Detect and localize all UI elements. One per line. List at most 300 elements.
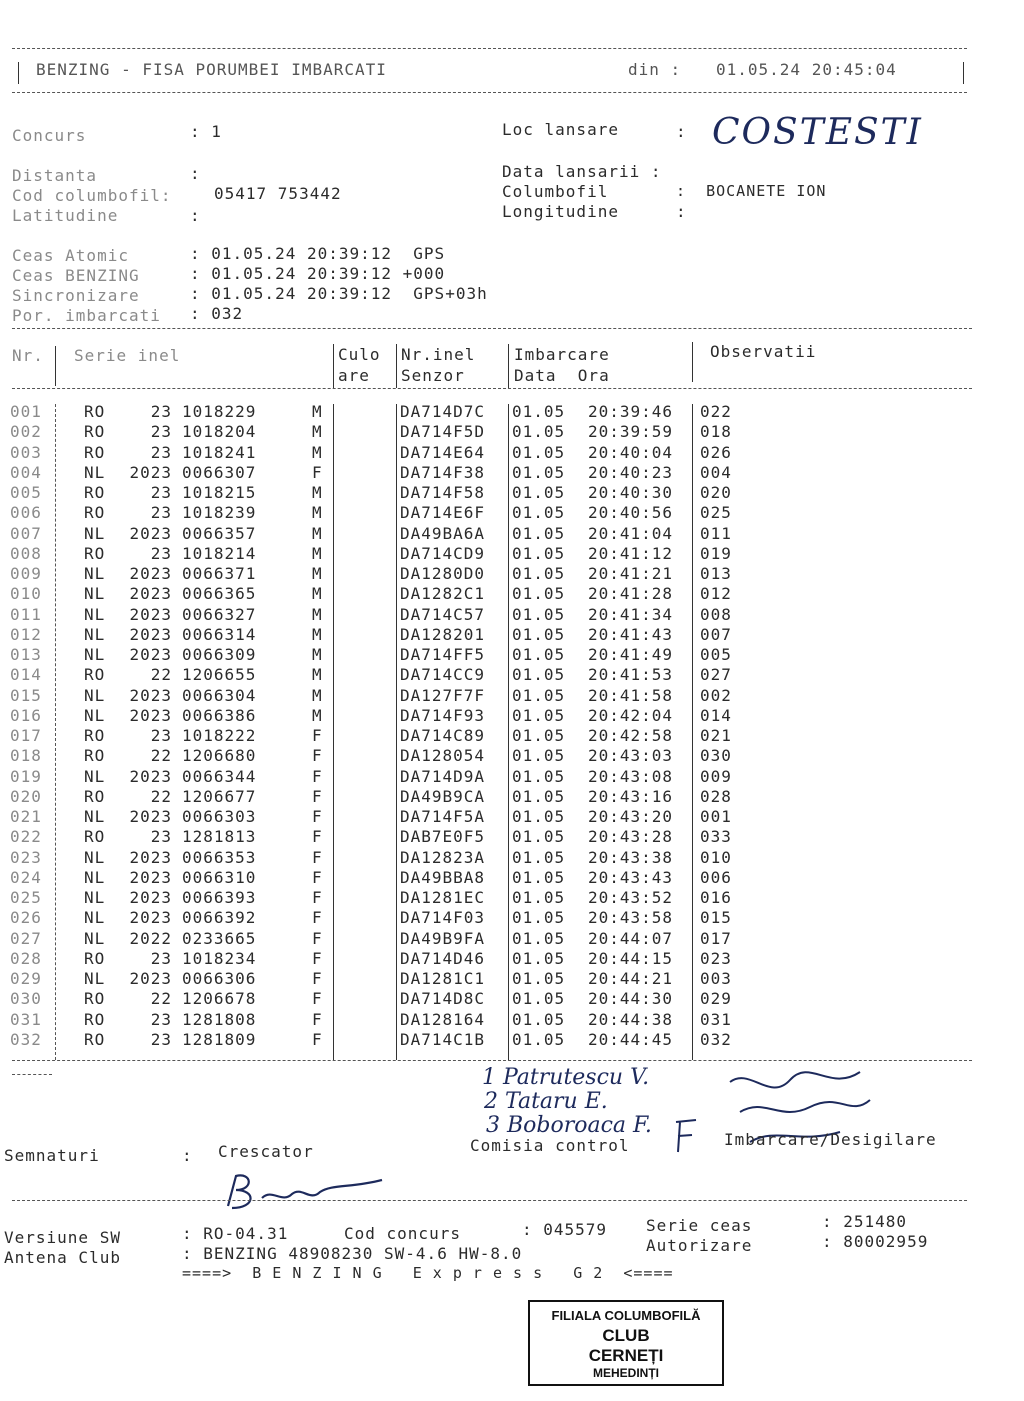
cell-obs: 019 [700,543,732,563]
cell-date: 01.05 [512,645,566,664]
cell-sex: F [312,928,323,948]
columbofil-label: Columbofil [502,182,609,201]
cell-ring: 1281809 [182,1029,257,1049]
header-top-rule [12,48,967,49]
cell-sex: F [312,969,323,988]
cell-year: 23 [150,503,172,523]
ceas-atomic-value: : 01.05.24 20:39:12 GPS [190,244,446,263]
cell-date: 01.05 [512,705,566,725]
cell-nr: 026 [10,908,42,928]
cell-date: 01.05 [512,402,566,421]
cell-time: 20:43:03 [588,746,674,766]
cell-nr: 005 [10,483,42,502]
cell-nr: 002 [10,422,42,442]
cell-country: NL [84,766,106,786]
cell-time: 20:40:30 [588,483,674,502]
cell-time: 20:41:21 [588,564,674,583]
serie-ceas-label: Serie ceas [646,1216,753,1235]
sincronizare-value: : 01.05.24 20:39:12 GPS+03h [190,284,488,303]
table-row [0,686,1024,706]
date-label: din : [628,60,682,79]
document-title: BENZING - FISA PORUMBEI IMBARCATI [36,60,387,79]
latitudine-value: : [190,206,201,225]
cell-date: 01.05 [512,665,566,685]
cell-obs: 011 [700,523,732,543]
cell-sex: M [312,402,323,421]
cell-ring: 1281813 [182,827,257,847]
col-divider-nrinel [396,344,397,388]
stamp-line-1: FILIALA COLUMBOFILĂ [551,1308,701,1323]
ceas-atomic-label: Ceas Atomic [12,246,129,265]
distanta-label: Distanta [12,166,98,185]
cell-date: 01.05 [512,928,566,948]
table-row [0,1010,1024,1030]
cell-country: RO [84,543,106,563]
longitudine-label: Longitudine [502,202,619,221]
cell-time: 20:43:43 [588,867,674,887]
cell-year: 2023 [129,604,172,624]
cell-time: 20:39:59 [588,422,674,442]
cell-ring: 0066309 [182,645,257,664]
cell-time: 20:41:49 [588,645,674,664]
cell-obs: 015 [700,908,732,928]
table-row [0,645,1024,665]
cell-sex: F [312,726,323,745]
cell-ring: 1018239 [182,503,257,523]
cell-nr: 001 [10,402,42,421]
cell-obs: 010 [700,847,732,867]
cell-country: RO [84,422,106,442]
cell-sensor: DA714D9A [400,766,486,786]
cell-year: 23 [150,422,172,442]
col-divider-nr [55,346,56,386]
cell-nr: 032 [10,1029,42,1049]
cell-sensor: DA714F93 [400,705,486,725]
cell-sex: M [312,604,323,624]
cell-country: NL [84,928,106,948]
header-right-bar [963,62,964,84]
cell-obs: 023 [700,948,732,968]
cell-time: 20:40:04 [588,442,674,462]
cell-time: 20:43:16 [588,786,674,806]
cell-ring: 0066304 [182,685,257,705]
cell-year: 2022 [129,928,172,948]
col-header-nrinel-1: Nr.inel [401,345,476,364]
cell-date: 01.05 [512,908,566,928]
table-top-rule [12,328,972,329]
cell-country: RO [84,726,106,745]
cell-obs: 031 [700,1009,732,1029]
committee-signatures [482,1066,652,1138]
semnaturi-label: Semnaturi [4,1146,100,1165]
cell-ring: 0066357 [182,523,257,543]
cell-time: 20:40:23 [588,462,674,482]
antena-club-value: : BENZING 48908230 SW-4.6 HW-8.0 [182,1244,523,1263]
table-row [0,605,1024,625]
cell-country: RO [84,442,106,462]
cell-sensor: DA714F03 [400,908,486,928]
cell-sex: M [312,564,323,583]
cell-year: 2023 [129,705,172,725]
cell-year: 2023 [129,847,172,867]
committee-member-1: 1 Patrutescu V. [482,1065,650,1090]
cell-ring: 0066393 [182,888,257,907]
cell-sensor: DA49BA6A [400,523,486,543]
cell-country: NL [84,705,106,725]
cell-obs: 013 [700,564,732,583]
antena-club-label: Antena Club [4,1248,121,1267]
cell-obs: 025 [700,503,732,523]
concurs-value: : 1 [190,122,222,141]
cell-obs: 027 [700,665,732,685]
cell-sensor: DA1282C1 [400,584,486,604]
cell-time: 20:42:58 [588,726,674,745]
cell-ring: 1206680 [182,746,257,766]
cell-sensor: DA714D8C [400,989,486,1009]
header-bottom-rule [12,92,967,93]
cell-sensor: DA128201 [400,624,486,644]
cell-sensor: DA128164 [400,1009,486,1029]
cell-nr: 006 [10,503,42,523]
cell-obs: 030 [700,746,732,766]
table-row [0,503,1024,523]
cell-year: 2023 [129,564,172,583]
cell-time: 20:41:34 [588,604,674,624]
cell-year: 22 [150,746,172,766]
cell-nr: 014 [10,665,42,685]
cell-nr: 022 [10,827,42,847]
col-header-imbarcare-2: Data Ora [514,366,610,385]
cell-time: 20:43:08 [588,766,674,786]
table-bottom-rule [12,1060,972,1061]
cell-sensor: DA1281EC [400,888,486,907]
cell-time: 20:44:30 [588,989,674,1009]
cell-country: NL [84,867,106,887]
table-row [0,827,1024,847]
cell-year: 22 [150,989,172,1009]
ceas-benzing-value: : 01.05.24 20:39:12 +000 [190,264,446,283]
cell-sensor: DA714C57 [400,604,486,624]
cell-sex: F [312,867,323,887]
cell-ring: 1018215 [182,483,257,502]
cell-year: 22 [150,665,172,685]
cell-date: 01.05 [512,462,566,482]
cell-time: 20:44:21 [588,969,674,988]
cell-sensor: DA714CD9 [400,543,486,563]
stamp-line-4: MEHEDINȚI [593,1366,659,1380]
porumbei-imbarcati-value: : 032 [190,304,244,323]
porumbei-imbarcati-label: Por. imbarcati [12,306,161,325]
cell-time: 20:41:58 [588,685,674,705]
cell-date: 01.05 [512,948,566,968]
table-row [0,524,1024,544]
cell-obs: 028 [700,786,732,806]
cell-ring: 0066307 [182,462,257,482]
ceas-benzing-label: Ceas BENZING [12,266,140,285]
cell-date: 01.05 [512,847,566,867]
cell-ring: 0066327 [182,604,257,624]
cell-year: 23 [150,543,172,563]
cell-sex: F [312,888,323,907]
cell-nr: 023 [10,847,42,867]
cell-country: RO [84,786,106,806]
table-row [0,807,1024,827]
cell-sex: M [312,665,323,685]
cell-year: 23 [150,827,172,847]
cell-obs: 003 [700,969,732,988]
cell-year: 23 [150,1029,172,1049]
cell-date: 01.05 [512,807,566,826]
cell-date: 01.05 [512,503,566,523]
table-row [0,564,1024,584]
cell-nr: 031 [10,1009,42,1029]
cell-date: 01.05 [512,746,566,766]
cell-sex: F [312,746,323,766]
table-row [0,848,1024,868]
cell-nr: 013 [10,645,42,664]
cell-nr: 024 [10,867,42,887]
col-header-serie: Serie inel [74,346,181,365]
cell-obs: 029 [700,989,732,1009]
cell-year: 2023 [129,908,172,928]
cell-sensor: DA714CC9 [400,665,486,685]
cod-columbofil-value: 05417 753442 [214,184,342,203]
loc-lansare-label: Loc lansare [502,120,619,139]
cell-sex: F [312,989,323,1009]
cell-obs: 021 [700,726,732,745]
cell-ring: 1206655 [182,665,257,685]
col-header-culoare-2: are [338,366,370,385]
cell-nr: 012 [10,624,42,644]
cell-date: 01.05 [512,867,566,887]
cell-nr: 027 [10,928,42,948]
autorizare-label: Autorizare [646,1236,753,1255]
latitudine-label: Latitudine [12,206,119,225]
distanta-value: : [190,164,201,183]
club-stamp [528,1300,724,1386]
cell-obs: 020 [700,483,732,502]
cell-country: RO [84,989,106,1009]
cell-sex: M [312,442,323,462]
table-row [0,787,1024,807]
cell-year: 2023 [129,867,172,887]
sincronizare-label: Sincronizare [12,286,140,305]
cell-time: 20:41:43 [588,624,674,644]
cell-nr: 015 [10,685,42,705]
cell-sex: M [312,645,323,664]
cell-sex: M [312,705,323,725]
loc-lansare-colon: : [676,122,687,141]
table-row [0,746,1024,766]
cell-country: RO [84,483,106,502]
cell-ring: 0066306 [182,969,257,988]
table-row [0,868,1024,888]
table-row [0,908,1024,928]
data-lansarii-label: Data lansarii : [502,162,662,181]
cell-sex: F [312,948,323,968]
cell-year: 2023 [129,462,172,482]
cod-concurs-value: : 045579 [522,1220,608,1239]
cell-sensor: DA127F7F [400,685,486,705]
cell-sex: F [312,807,323,826]
cell-nr: 007 [10,523,42,543]
cell-nr: 020 [10,786,42,806]
cell-year: 23 [150,442,172,462]
cell-ring: 1018234 [182,948,257,968]
cell-sensor: DA714E6F [400,503,486,523]
cell-date: 01.05 [512,523,566,543]
cell-time: 20:43:28 [588,827,674,847]
table-bottom-tick [12,1074,52,1075]
crescator-label: Crescator [218,1142,314,1161]
cell-year: 2023 [129,888,172,907]
columbofil-value: : BOCANETE ION [676,182,827,200]
cell-year: 2023 [129,766,172,786]
cell-ring: 0066310 [182,867,257,887]
cell-time: 20:44:15 [588,948,674,968]
cell-country: NL [84,564,106,583]
committee-member-2: 2 Tataru E. [484,1089,608,1114]
table-row [0,726,1024,746]
cell-country: NL [84,888,106,907]
cell-obs: 032 [700,1029,732,1049]
cell-time: 20:41:53 [588,665,674,685]
col-divider-imbarcare [508,344,509,388]
cell-country: NL [84,908,106,928]
cell-sensor: DA49BBA8 [400,867,486,887]
cell-nr: 011 [10,604,42,624]
concurs-label: Concurs [12,126,87,145]
table-row [0,483,1024,503]
cell-sensor: DA714F58 [400,483,486,502]
cell-obs: 008 [700,604,732,624]
cell-obs: 026 [700,442,732,462]
cell-sex: M [312,624,323,644]
cell-sex: F [312,908,323,928]
semnaturi-colon: : [182,1146,193,1165]
longitudine-value: : [676,202,687,221]
cell-nr: 003 [10,442,42,462]
cell-time: 20:44:38 [588,1009,674,1029]
cell-sex: F [312,786,323,806]
cell-date: 01.05 [512,604,566,624]
committee-member-3: 3 Boboroaca F. [486,1113,652,1138]
cell-time: 20:43:58 [588,908,674,928]
table-row [0,969,1024,989]
col-header-culoare-1: Culo [338,345,381,364]
cell-year: 2023 [129,624,172,644]
cell-time: 20:44:45 [588,1029,674,1049]
cell-year: 23 [150,483,172,502]
cell-obs: 022 [700,402,732,421]
cell-ring: 0066353 [182,847,257,867]
table-row [0,463,1024,483]
cell-year: 22 [150,786,172,806]
col-header-nr: Nr. [12,346,44,365]
crescator-signature [222,1168,392,1218]
cell-year: 2023 [129,969,172,988]
cell-time: 20:44:07 [588,928,674,948]
cell-country: RO [84,402,106,421]
cell-date: 01.05 [512,1029,566,1049]
table-row [0,949,1024,969]
cell-sex: M [312,503,323,523]
cell-date: 01.05 [512,766,566,786]
cell-date: 01.05 [512,564,566,583]
cell-sensor: DA714F5D [400,422,486,442]
cell-country: NL [84,604,106,624]
cell-date: 01.05 [512,888,566,907]
cell-obs: 005 [700,645,732,664]
cell-sex: F [312,1009,323,1029]
table-row [0,1030,1024,1050]
cell-ring: 0066314 [182,624,257,644]
cell-nr: 009 [10,564,42,583]
cell-date: 01.05 [512,624,566,644]
serie-ceas-value: : 251480 [822,1212,908,1231]
cod-concurs-label: Cod concurs [344,1224,461,1243]
cell-nr: 029 [10,969,42,988]
cell-nr: 017 [10,726,42,745]
table-header-rule [12,388,972,389]
cell-sex: F [312,827,323,847]
cell-ring: 1281808 [182,1009,257,1029]
cell-sensor: DA714C1B [400,1029,486,1049]
cell-sensor: DA714C89 [400,726,486,745]
cell-nr: 016 [10,705,42,725]
imbarcare-desigilare-label: Imbarcare/Desigilare [724,1130,937,1149]
cell-year: 2023 [129,523,172,543]
col-header-imbarcare-1: Imbarcare [514,345,610,364]
cell-ring: 1018241 [182,442,257,462]
cell-nr: 018 [10,746,42,766]
cell-sensor: DA12823A [400,847,486,867]
cell-country: NL [84,969,106,988]
cell-ring: 1018214 [182,543,257,563]
cell-ring: 1018222 [182,726,257,745]
col-divider-observatii [692,342,693,382]
cell-date: 01.05 [512,969,566,988]
cell-ring: 0233665 [182,928,257,948]
cell-obs: 006 [700,867,732,887]
cell-year: 2023 [129,807,172,826]
cell-country: NL [84,624,106,644]
cell-ring: 1018204 [182,422,257,442]
cell-ring: 1206677 [182,786,257,806]
cell-country: NL [84,685,106,705]
cell-ring: 0066344 [182,766,257,786]
cell-sensor: DA1280D0 [400,564,486,583]
cell-ring: 0066371 [182,564,257,583]
cell-nr: 010 [10,584,42,604]
cell-sensor: DA714F38 [400,462,486,482]
cell-year: 2023 [129,584,172,604]
cell-time: 20:41:28 [588,584,674,604]
cell-sensor: DA714D46 [400,948,486,968]
cell-nr: 004 [10,462,42,482]
table-row [0,929,1024,949]
cell-country: RO [84,503,106,523]
cell-time: 20:43:38 [588,847,674,867]
table-row [0,706,1024,726]
cell-year: 23 [150,948,172,968]
cell-ring: 0066386 [182,705,257,725]
cell-sensor: DA49B9FA [400,928,486,948]
cell-date: 01.05 [512,543,566,563]
cell-country: NL [84,462,106,482]
cell-time: 20:39:46 [588,402,674,421]
cell-sensor: DA714D7C [400,402,486,421]
